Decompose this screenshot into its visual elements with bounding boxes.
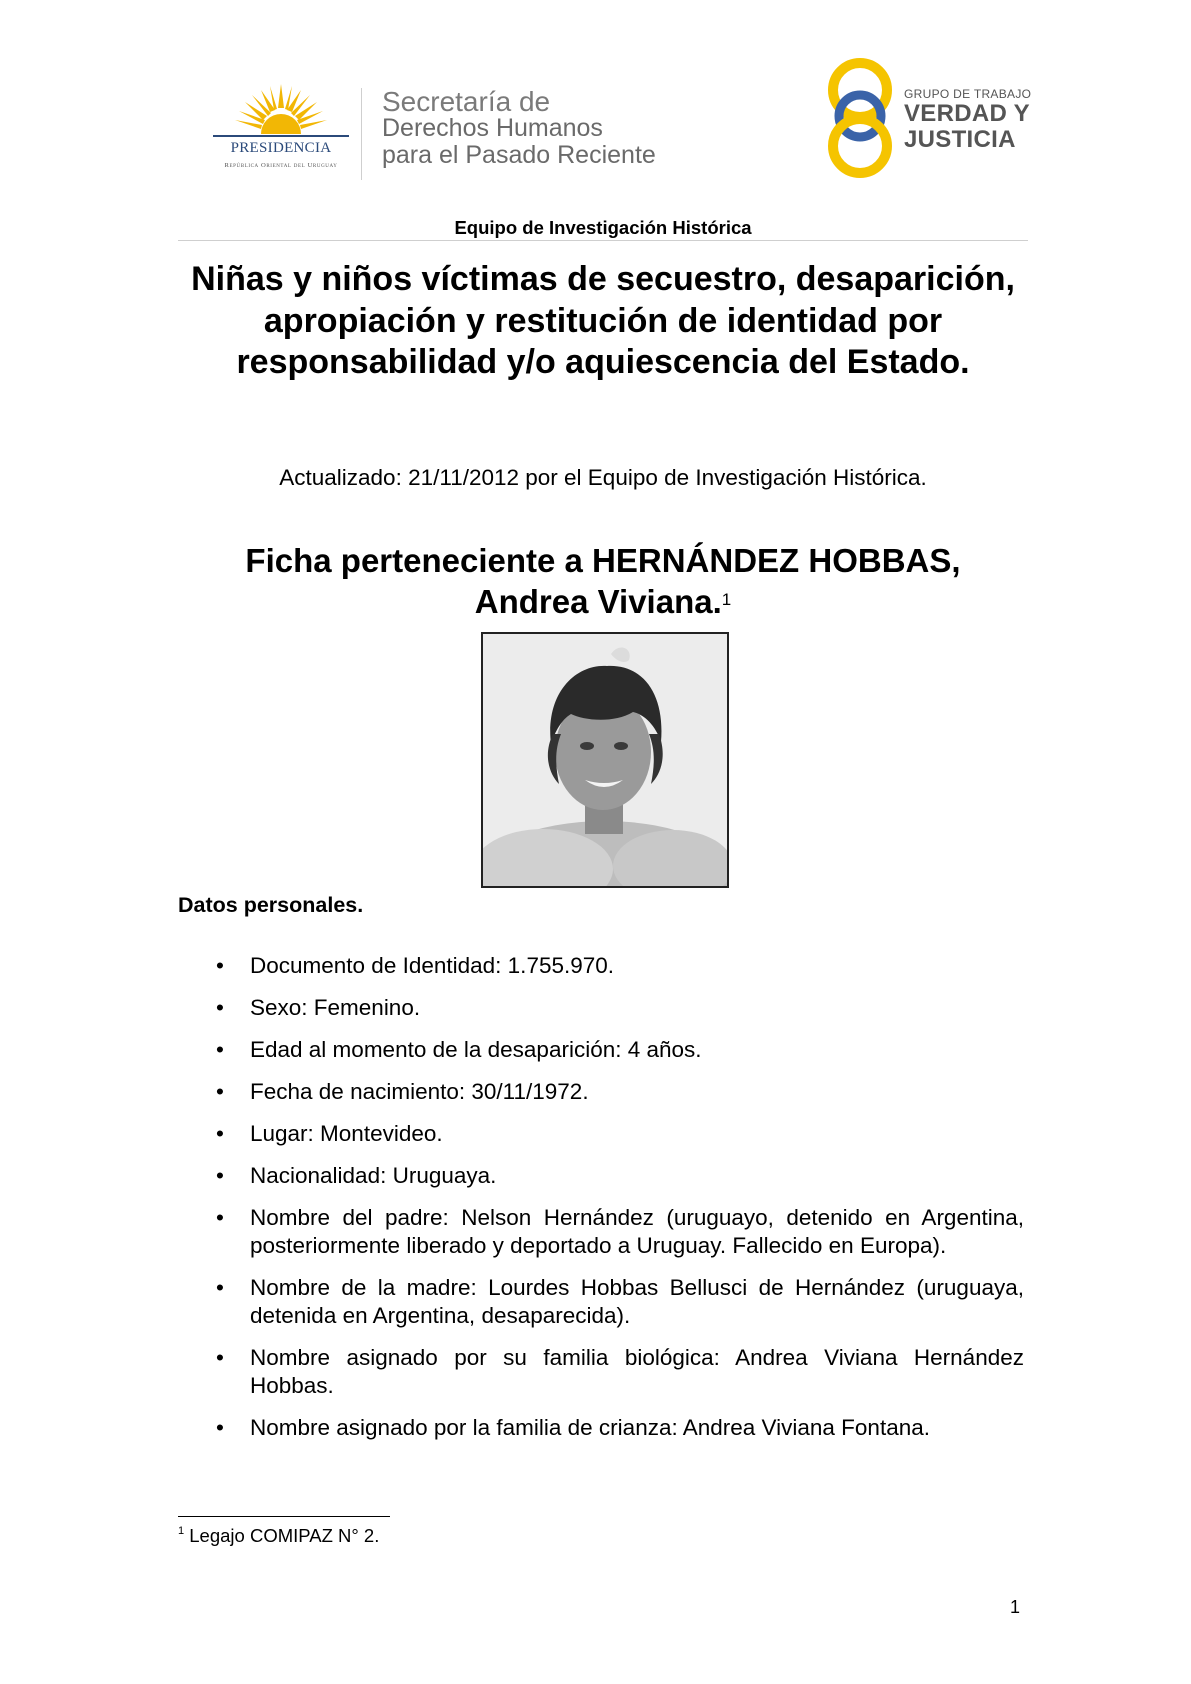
list-item: • Lugar: Montevideo. — [216, 1121, 443, 1146]
list-item: • Edad al momento de la desaparición: 4 años. — [216, 1037, 702, 1062]
footnote-mark: 1 — [178, 1525, 185, 1537]
list-item: • Nombre de la madre: Lourdes Hobbas Bellusci de Hernández (uruguaya, detenida en Argentina, desaparecida). — [216, 1275, 1024, 1328]
list-item: • Nombre asignado por la familia de crianza: Andrea Viviana Fontana. — [216, 1415, 930, 1440]
list-item: • Documento de Identidad: 1.755.970. — [216, 953, 615, 978]
bullet-icon: • — [216, 995, 224, 1020]
record-title — [178, 540, 1028, 622]
secretaria-logo — [382, 88, 656, 169]
presidencia-subtitle: República Oriental del Uruguay — [224, 162, 338, 169]
verdad-justicia-logo — [826, 56, 1036, 181]
record-title-line1: Ficha perteneciente a HERNÁNDEZ HOBBAS, — [245, 542, 961, 579]
bullet-icon: • — [216, 1345, 224, 1370]
header-divider — [361, 88, 362, 180]
footnote-text: Legajo COMIPAZ N° 2. — [189, 1525, 380, 1546]
page-number: 1 — [1010, 1597, 1021, 1617]
footnote — [178, 1525, 379, 1547]
footnote-rule — [178, 1516, 390, 1517]
bullet-icon: • — [216, 1205, 224, 1230]
bullet-icon: • — [216, 1275, 224, 1300]
list-item: • Nombre del padre: Nelson Hernández (uruguayo, detenido en Argentina, posteriormente liberado y deportado a Uruguay. Fallecido en Europa). — [216, 1205, 1024, 1258]
list-item: • Nombre asignado por su familia biológica: Andrea Viviana Hernández Hobbas. — [216, 1345, 1024, 1398]
bullet-icon: • — [216, 1079, 224, 1104]
vj-line2: VERDAD Y — [904, 100, 1030, 127]
portrait-image — [483, 634, 727, 886]
team-line: Equipo de Investigación Histórica — [454, 217, 752, 238]
vj-line3: JUSTICIA — [904, 126, 1016, 153]
bullet-icon: • — [216, 953, 224, 978]
list-item: • Fecha de nacimiento: 30/11/1972. — [216, 1079, 589, 1104]
verdad-justicia-rings-icon — [826, 56, 896, 181]
portrait-photo — [481, 632, 729, 888]
list-item: • Nacionalidad: Uruguaya. — [216, 1163, 497, 1188]
presidencia-logo — [205, 82, 365, 182]
record-footnote-mark: 1 — [721, 590, 732, 609]
presidencia-name: PRESIDENCIA — [230, 140, 332, 156]
header-rule — [178, 240, 1028, 241]
list-item: • Sexo: Femenino. — [216, 995, 421, 1020]
sun-emblem-icon — [205, 82, 357, 142]
updated-line: Actualizado: 21/11/2012 por el Equipo de Investigación Histórica. — [279, 465, 927, 490]
main-title: Niñas y niños víctimas de secuestro, desaparición, apropiación y restitución de identidad por responsabilidad y/o aquiescencia del Estado. — [191, 260, 1015, 381]
personal-data-heading: Datos personales. — [178, 893, 364, 917]
bullet-icon: • — [216, 1121, 224, 1146]
secretaria-line1: Secretaría de — [382, 86, 551, 117]
bullet-icon: • — [216, 1415, 224, 1440]
secretaria-line3: para el Pasado Reciente — [382, 141, 656, 169]
bullet-icon: • — [216, 1037, 224, 1062]
bullet-icon: • — [216, 1163, 224, 1188]
secretaria-line2: Derechos Humanos — [382, 114, 603, 142]
record-title-line2: Andrea Viviana. — [474, 583, 722, 620]
personal-data-list — [212, 952, 1024, 1456]
vj-line1: GRUPO DE TRABAJO — [904, 87, 1032, 101]
